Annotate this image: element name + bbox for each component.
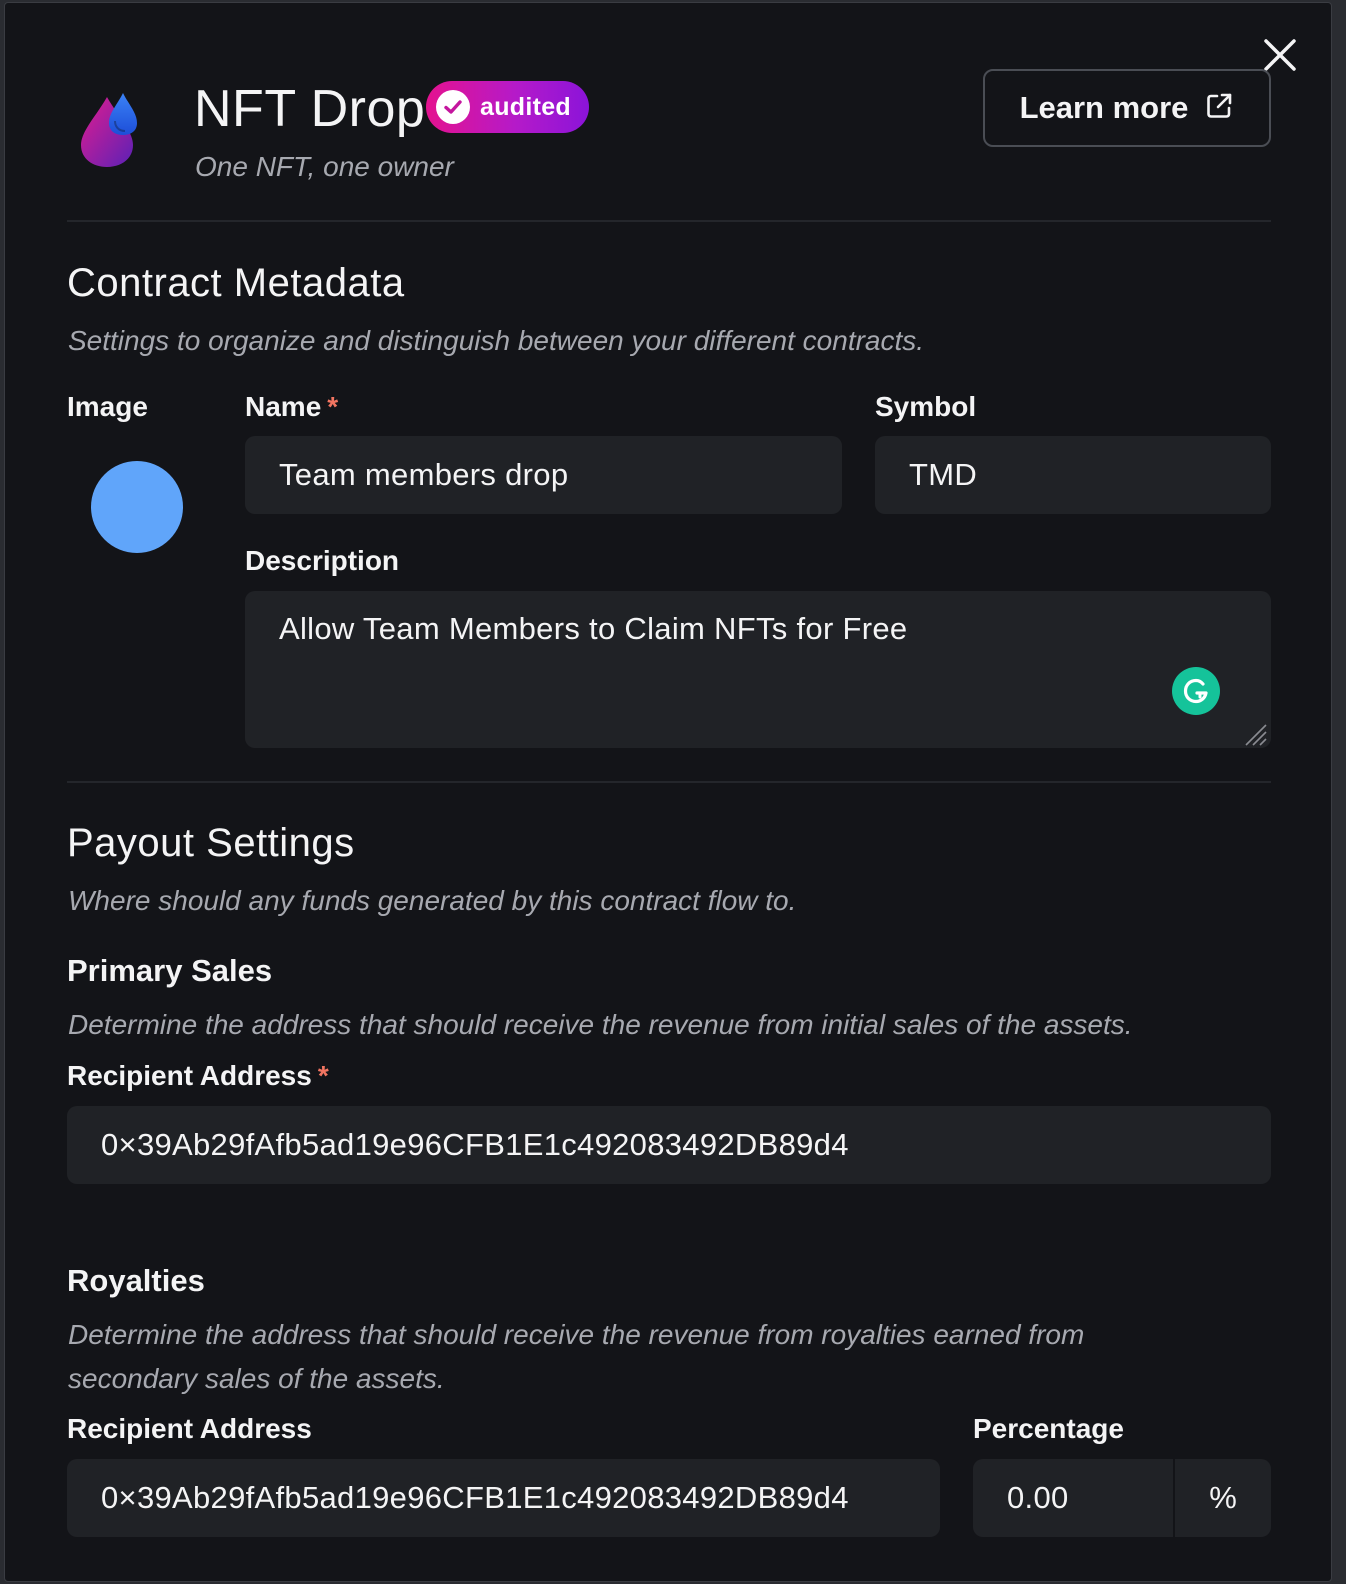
required-marker: * [327, 391, 339, 422]
percentage-input[interactable] [973, 1459, 1173, 1537]
royalty-recipient-label: Recipient Address [67, 1413, 312, 1444]
royalty-recipient-value: 0×39Ab29fAfb5ad19e96CFB1E1c492083492DB89d4 [101, 1480, 849, 1515]
symbol-label: Symbol [875, 391, 977, 422]
page-subtitle: One NFT, one owner [195, 151, 454, 182]
royalties-title: Royalties [67, 1263, 205, 1298]
payout-settings-description: Where should any funds generated by this contract flow to. [68, 885, 797, 916]
name-input[interactable] [245, 436, 842, 514]
description-label: Description [245, 545, 400, 576]
check-circle-icon [436, 90, 470, 124]
symbol-input[interactable] [875, 436, 1271, 514]
deploy-contract-modal [4, 2, 1332, 1582]
external-link-icon [1204, 91, 1234, 126]
percentage-unit-addon: % [1173, 1459, 1271, 1537]
royalties-description-line1: Determine the address that should receive the revenue from royalties earned from [68, 1319, 1085, 1350]
resize-handle[interactable] [1242, 721, 1268, 747]
audited-badge [426, 81, 589, 133]
badge-label: audited [480, 92, 571, 121]
primary-sales-description: Determine the address that should receive the revenue from initial sales of the assets. [68, 1009, 1133, 1040]
image-upload[interactable] [91, 461, 183, 553]
primary-recipient-label-text: Recipient Address [67, 1060, 312, 1091]
royalty-recipient-input[interactable] [67, 1459, 940, 1537]
learn-more-button[interactable] [983, 69, 1271, 147]
grammarly-icon[interactable] [1172, 667, 1220, 715]
primary-recipient-input[interactable] [67, 1106, 1271, 1184]
percentage-value: 0.00 [1007, 1480, 1069, 1515]
symbol-input-value: TMD [909, 457, 978, 492]
primary-sales-title: Primary Sales [67, 953, 273, 988]
percentage-label: Percentage [973, 1413, 1124, 1444]
image-label: Image [67, 391, 148, 422]
royalties-description-line2: secondary sales of the assets. [68, 1363, 445, 1394]
contract-metadata-title: Contract Metadata [67, 261, 405, 305]
name-label [245, 391, 338, 423]
primary-recipient-value: 0×39Ab29fAfb5ad19e96CFB1E1c492083492DB89d4 [101, 1127, 849, 1162]
metadata-divider [67, 781, 1271, 783]
droplet-logo-icon [77, 91, 143, 171]
contract-metadata-description: Settings to organize and distinguish between your different contracts. [68, 325, 925, 356]
primary-recipient-label [67, 1060, 329, 1092]
learn-more-label: Learn more [1019, 90, 1189, 125]
payout-settings-title: Payout Settings [67, 821, 355, 865]
name-label-text: Name [245, 391, 322, 422]
description-textarea[interactable] [245, 591, 1271, 748]
required-marker: * [317, 1060, 329, 1091]
name-input-value: Team members drop [279, 457, 569, 492]
page-title: NFT Drop [194, 80, 426, 138]
header-divider [67, 220, 1271, 222]
description-textarea-value: Allow Team Members to Claim NFTs for Free [279, 611, 908, 646]
